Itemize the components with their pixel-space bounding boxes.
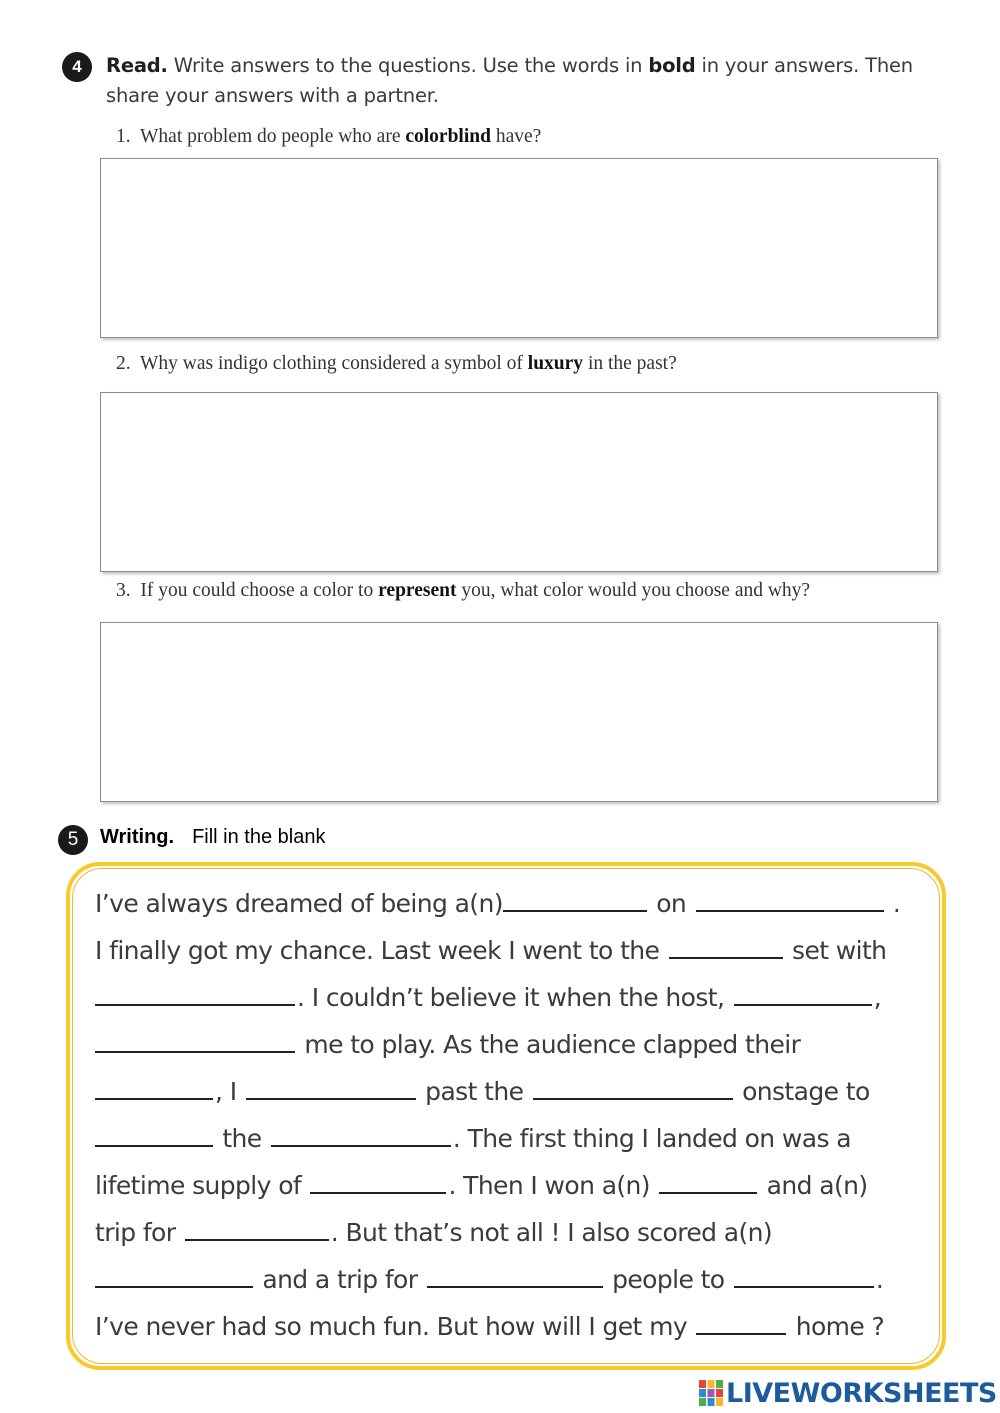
section-5-title [100,826,325,849]
story-text: onstage to [734,1077,870,1106]
question-3 [116,580,946,602]
story-text: . [875,1265,884,1294]
question-1 [116,126,946,148]
story-text: . The first thing I landed on was a [452,1124,851,1153]
story-text: and a(n) [759,1171,868,1200]
story-text: the [215,1124,269,1153]
story-line-9 [95,1264,935,1294]
section-4-number-badge: 4 [62,52,92,82]
logo-text: LIVEWORKSHEETS [726,1377,997,1409]
story-text: . [885,889,901,918]
blank-12[interactable] [310,1170,446,1194]
question-keyword: represent [378,580,457,601]
question-number: 2. [116,353,131,374]
blank-17[interactable] [734,1264,874,1288]
story-line-5 [95,1076,935,1106]
blank-16[interactable] [427,1264,603,1288]
blank-3[interactable] [669,935,783,959]
instruction-bold-word: bold [648,54,696,77]
question-number: 1. [116,126,131,147]
blank-2[interactable] [696,888,884,912]
blank-5[interactable] [734,982,872,1006]
blank-10[interactable] [95,1123,213,1147]
question-text: What problem do people who are [140,126,406,147]
answer-box-3[interactable] [100,622,938,802]
story-line-4 [95,1029,935,1059]
story-text: I’ve always dreamed of being a(n) [95,889,503,918]
story-text: . But that’s not all ! I also scored a(n) [330,1218,773,1247]
liveworksheets-icon [698,1379,724,1407]
blank-18[interactable] [696,1311,786,1335]
section-5-number-badge: 5 [58,825,88,855]
question-text-end: you, what color would you choose and why? [456,580,811,601]
story-text: . Then I won a(n) [448,1171,658,1200]
blank-11[interactable] [271,1123,451,1147]
instruction-lead: Read. [106,54,168,77]
blank-6[interactable] [95,1029,295,1053]
blank-9[interactable] [533,1076,733,1100]
blank-8[interactable] [246,1076,416,1100]
story-text: on [648,889,694,918]
story-text: , [873,983,882,1012]
story-text: and a trip for [255,1265,425,1294]
liveworksheets-logo[interactable] [698,1376,997,1410]
story-text: I finally got my chance. Last week I went to the [95,936,667,965]
blank-15[interactable] [95,1264,253,1288]
question-text: If you could choose a color to [140,580,379,601]
story-text: I’ve never had so much fun. But how will I get my [95,1312,695,1341]
story-text: trip for [95,1218,183,1247]
story-line-1 [95,888,935,918]
story-line-7 [95,1170,935,1200]
story-text: me to play. As the audience clapped their [297,1030,801,1059]
story-text: set with [784,936,887,965]
blank-14[interactable] [185,1217,329,1241]
writing-label: Writing. [100,826,175,848]
story-line-8 [95,1217,935,1247]
story-text: . I couldn’t believe it when the host, [297,983,732,1012]
story-line-10 [95,1311,935,1341]
story-line-3 [95,982,935,1012]
question-text-end: have? [490,126,542,147]
story-text: , I [215,1077,244,1106]
blank-4[interactable] [95,982,295,1006]
blank-1[interactable] [503,888,647,912]
question-number: 3. [116,580,131,601]
story-text: people to [604,1265,732,1294]
answer-box-2[interactable] [100,392,938,572]
question-keyword: luxury [527,353,584,374]
question-keyword: colorblind [405,126,491,147]
answer-box-1[interactable] [100,158,938,338]
blank-7[interactable] [95,1076,213,1100]
blank-13[interactable] [659,1170,757,1194]
story-text: home ? [788,1312,885,1341]
story-line-2 [95,935,935,965]
story-text: lifetime supply of [95,1171,309,1200]
writing-subtitle: Fill in the blank [192,826,326,848]
instruction-text-1: Write answers to the questions. Use the words in [167,54,649,77]
section-4-instruction [106,51,936,111]
instruction-text-2: in your answers. Then share your answers with a partner. [106,54,913,107]
question-text-end: in the past? [583,353,677,374]
story-line-6 [95,1123,935,1153]
story-text: past the [417,1077,531,1106]
question-text: Why was indigo clothing considered a symbol of [140,353,528,374]
question-2 [116,353,946,375]
